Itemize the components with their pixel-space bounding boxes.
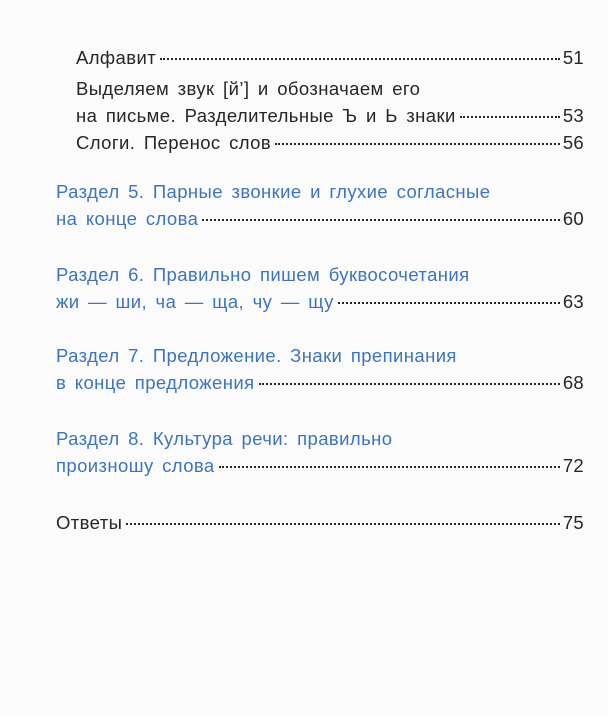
toc-row — [56, 509, 584, 536]
toc-entry-title-line1: Раздел 5. Парные звонкие и глухие согласные — [56, 181, 491, 202]
dot-leader — [275, 143, 560, 145]
toc-entry-title: Алфавит — [76, 47, 157, 68]
toc-row — [76, 129, 584, 156]
toc-entry-syllables[interactable] — [76, 129, 584, 156]
toc-entry-alphabet[interactable] — [76, 44, 584, 71]
toc-page-number: 63 — [562, 291, 584, 312]
toc-entry-section-8[interactable] — [56, 425, 584, 479]
toc-page-number: 68 — [562, 372, 584, 393]
toc-entry-title: на письме. Разделительные Ъ и Ь знаки — [76, 105, 456, 126]
toc-entry-sound-y[interactable] — [76, 75, 584, 129]
toc-entry-title: жи — ши, ча — ща, чу — щу — [56, 291, 334, 312]
toc-entry-answers[interactable] — [56, 509, 584, 536]
dot-leader — [202, 219, 559, 221]
toc-entry-section-5[interactable] — [56, 178, 584, 232]
toc-row — [56, 452, 584, 479]
toc-row — [76, 102, 584, 129]
dot-leader — [259, 383, 560, 385]
toc-entry-title-line1: Раздел 8. Культура речи: правильно — [56, 428, 393, 449]
toc-row — [56, 288, 584, 315]
toc-page-number: 53 — [562, 105, 584, 126]
toc-page-number: 60 — [562, 208, 584, 229]
toc-entry-section-6[interactable] — [56, 261, 584, 315]
toc-page-number: 56 — [562, 132, 584, 153]
toc-row — [56, 369, 584, 396]
toc-page-number: 51 — [562, 47, 584, 68]
toc-entry-title: Слоги. Перенос слов — [76, 132, 272, 153]
toc-page-number: 75 — [562, 512, 584, 533]
dot-leader — [219, 466, 560, 468]
toc-entry-title: произношу слова — [56, 455, 215, 476]
toc-entry-section-7[interactable] — [56, 342, 584, 396]
toc-entry-title-line1: Выделяем звук [й’] и обозначаем его — [76, 78, 421, 99]
dot-leader — [460, 116, 560, 118]
toc-entry-title-line1: Раздел 7. Предложение. Знаки препинания — [56, 345, 457, 366]
dot-leader — [160, 58, 560, 60]
toc-entry-title-line1: Раздел 6. Правильно пишем буквосочетания — [56, 264, 470, 285]
toc-entry-title: Ответы — [56, 512, 123, 533]
toc-row — [56, 205, 584, 232]
toc-row — [76, 44, 584, 71]
toc-page-number: 72 — [562, 455, 584, 476]
toc-entry-title: на конце слова — [56, 208, 199, 229]
dot-leader — [126, 523, 559, 525]
toc-entry-title: в конце предложения — [56, 372, 255, 393]
dot-leader — [338, 302, 560, 304]
